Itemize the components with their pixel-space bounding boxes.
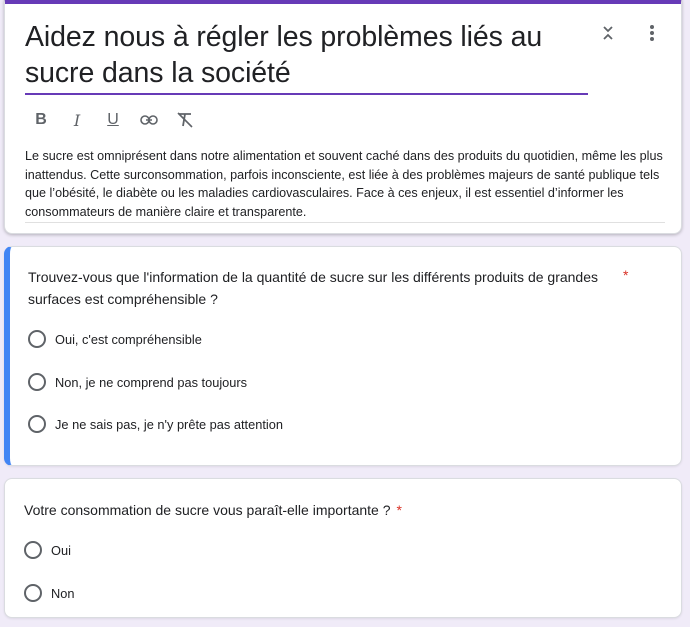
underline-button[interactable]: U	[107, 111, 119, 128]
question-title-1: Trouvez-vous que l'information de la quantité de sucre sur les différents produits de grandes surfaces est compréhensible ?	[28, 269, 598, 307]
card-actions	[599, 22, 661, 44]
question-title-2	[24, 500, 644, 522]
form-title[interactable]: Aidez nous à régler les problèmes liés au sucre dans la société	[25, 21, 543, 89]
radio-circle[interactable]	[24, 584, 42, 602]
radio-option-1-3[interactable]	[28, 415, 283, 433]
format-toolbar	[31, 110, 195, 130]
option-label: Non	[51, 585, 75, 601]
required-marker-1: *	[623, 267, 629, 283]
clear-format-icon[interactable]	[175, 110, 195, 130]
option-label: Non, je ne comprend pas toujours	[55, 374, 248, 390]
radio-circle[interactable]	[24, 541, 42, 559]
option-label: Je ne sais pas, je n'y prête pas attention	[55, 416, 283, 432]
italic-button[interactable]: I	[73, 110, 81, 130]
radio-circle[interactable]	[28, 415, 46, 433]
question-title-2-text: Votre consommation de sucre vous paraît-elle importante ?	[24, 502, 391, 518]
question-card-2[interactable]	[4, 478, 682, 618]
radio-option-2-1[interactable]	[24, 541, 71, 559]
form-description[interactable]: Le sucre est omniprésent dans notre alimentation et souvent caché dans des produits du quotidien, même les plus inattendus. Cette surconsommation, parfois inconsciente, est liée à des problèmes majeurs de santé publique tels que l’obésité, le diabète ou les maladies cardiovasculaires. Face à ces enjeux, il est essentiel d’informer les consommateurs de manière claire et transparente.	[25, 147, 665, 223]
radio-option-2-2[interactable]	[24, 584, 74, 602]
question-card-1[interactable]	[4, 246, 682, 466]
radio-circle[interactable]	[28, 330, 46, 348]
more-vert-icon[interactable]	[643, 22, 661, 44]
link-icon[interactable]	[139, 110, 159, 130]
option-label: Oui	[51, 542, 71, 558]
required-marker-2: *	[396, 502, 402, 518]
collapse-icon[interactable]	[599, 22, 617, 44]
bold-button[interactable]: B	[35, 111, 47, 128]
radio-circle[interactable]	[28, 373, 46, 391]
form-title-field[interactable]	[25, 19, 588, 95]
option-label: Oui, c'est compréhensible	[55, 331, 202, 347]
radio-option-1-1[interactable]	[28, 330, 202, 348]
radio-option-1-2[interactable]	[28, 373, 247, 391]
form-header-card	[4, 0, 682, 234]
